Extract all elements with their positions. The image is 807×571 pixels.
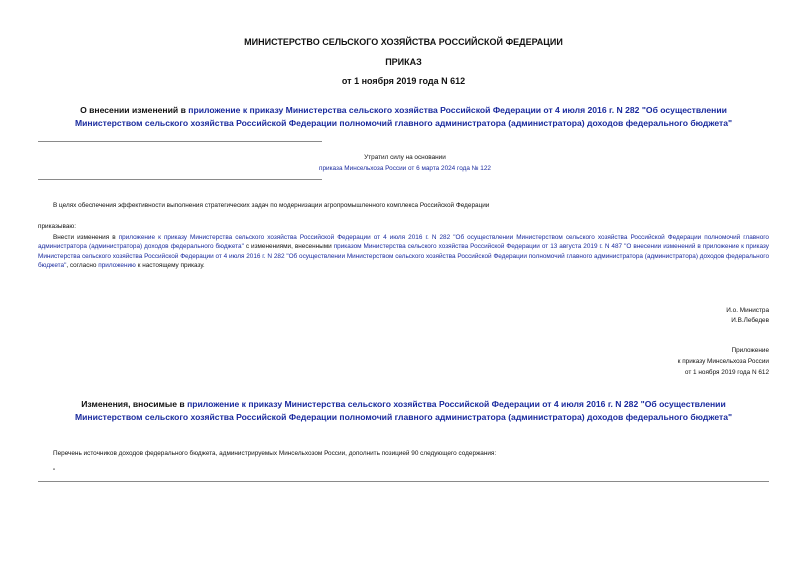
document-date-number: от 1 ноября 2019 года N 612 xyxy=(341,76,466,86)
title-prefix: О внесении изменений в xyxy=(80,105,189,115)
document-title xyxy=(58,104,749,129)
order-paragraph xyxy=(38,233,769,271)
signature-name: И.В.Лебедев xyxy=(731,317,769,324)
changes-title-prefix: Изменения, вносимые в xyxy=(81,399,188,409)
changes-divider xyxy=(38,481,769,482)
status-line: Утратил силу на основании xyxy=(364,154,446,161)
changes-title xyxy=(58,398,749,423)
order-word: приказываю: xyxy=(38,223,76,230)
changes-title-link[interactable]: приложение к приказу Министерства сельского хозяйства Российской Федерации от 4 июля 2016 г. N 282 "Об осуществлении Министерством сельского хозяйства Российской Федерации полномочий главного администратора (администратора) доходов федерального бюджета" xyxy=(74,399,733,422)
divider-top xyxy=(38,141,322,142)
title-link[interactable]: приложение к приказу Министерства сельского хозяйства Российской Федерации от 4 июля 2016 г. N 282 "Об осуществлении Министерством сельского хозяйства Российской Федерации полномочий главного администратора (администратора) доходов федерального бюджета" xyxy=(74,105,733,128)
divider-bottom xyxy=(38,179,322,180)
paragraph-post: , согласно xyxy=(66,262,99,270)
signature-position: И.о. Министра xyxy=(726,307,769,314)
paragraph-middle: с изменениями, внесенными xyxy=(243,243,334,251)
status-link[interactable]: приказа Минсельхоза России от 6 марта 2024 года № 122 xyxy=(319,165,491,172)
ministry-heading: МИНИСТЕРСТВО СЕЛЬСКОГО ХОЗЯЙСТВА РОССИЙСКОЙ ФЕДЕРАЦИИ xyxy=(244,37,563,47)
preamble: В целях обеспечения эффективности выполнения стратегических задач по модернизации агропромышленного комплекса Российской Федерации xyxy=(53,202,490,209)
paragraph-prefix: Внести изменения в xyxy=(53,234,119,241)
paragraph-link-appendix[interactable]: приложение к приказу Министерства сельского хозяйства Российской Федерации от 4 июля 2016 г. N 282 "Об осуществлении Министерством сельского хозяйства Российской Федерации полномочий главного администратора (администратора) доходов федерального бюджета" xyxy=(38,234,769,251)
paragraph-link-attachment[interactable]: приложению xyxy=(98,262,136,270)
appendix-order-ref: к приказу Минсельхоза России xyxy=(677,358,769,365)
paragraph-end: к настоящему приказу. xyxy=(135,262,205,270)
changes-quote-mark: " xyxy=(53,468,56,475)
document-type: ПРИКАЗ xyxy=(385,57,422,67)
appendix-label: Приложение xyxy=(731,347,769,354)
appendix-date: от 1 ноября 2019 года N 612 xyxy=(684,369,769,376)
paragraph-link-order-487[interactable]: приказом Министерства сельского хозяйства Российской Федерации от 13 августа 2019 г. N 487 "О внесении изменений в приложение к приказу Министерства сельского хозяйства Российской Федерации от 4 июля 2016 г. N 282 "Об осуществлении Министерством сельского хозяйства Российской Федерации полномочий главного администратора (администратора) доходов федерального бюджета" xyxy=(38,243,769,270)
changes-text: Перечень источников доходов федерального бюджета, администрируемых Минсельхозом России, дополнить позицией 90 следующего содержания: xyxy=(53,450,497,457)
